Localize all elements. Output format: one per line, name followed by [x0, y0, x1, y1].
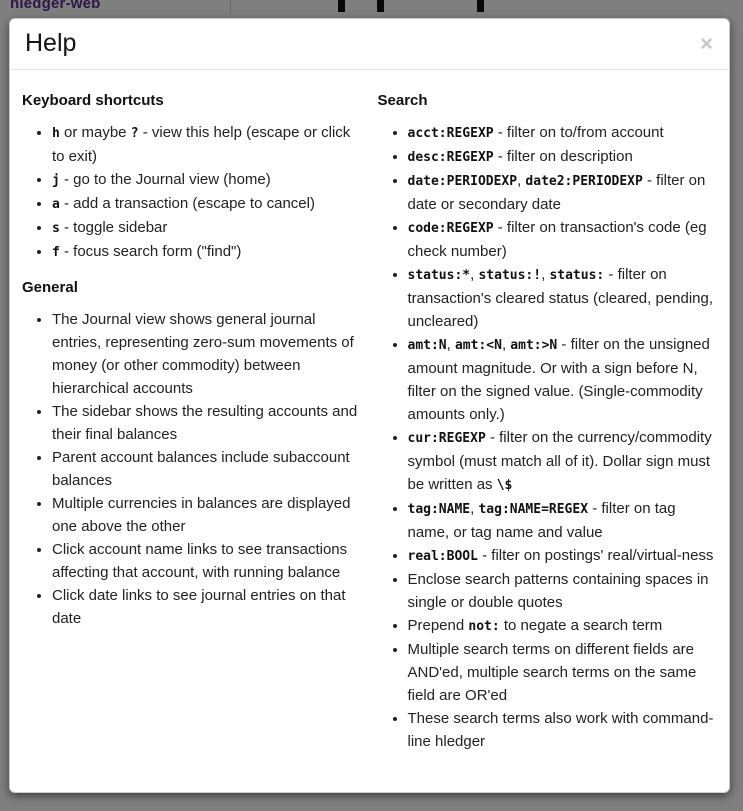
code-term: tag:NAME: [407, 502, 471, 517]
code-term: f: [52, 245, 60, 260]
list-item: [408, 544, 718, 568]
item-text: Multiple search terms on different fields are AND'ed, multiple search terms on the same field are OR'ed: [407, 641, 697, 704]
list-item: [52, 584, 362, 630]
list-item: [408, 216, 718, 263]
item-text: ,: [517, 172, 526, 189]
code-term: j: [52, 173, 60, 188]
code-term: desc:REGEXP: [407, 150, 494, 165]
item-text: ,: [541, 266, 550, 283]
list-item: [52, 446, 362, 492]
item-text: ,: [501, 336, 511, 353]
left-column: [22, 91, 362, 763]
code-term: status:*: [407, 268, 471, 283]
item-text: - filter on transaction's cleared status (cleared, pending, uncleared): [407, 266, 714, 330]
code-term: a: [52, 197, 60, 212]
item-text: - filter on date or secondary date: [407, 172, 706, 213]
code-term: real:BOOL: [407, 549, 478, 564]
item-text: - go to the Journal view (home): [59, 171, 271, 188]
code-term: date2:PERIODEXP: [525, 174, 643, 189]
item-text: The sidebar shows the resulting accounts and their final balances: [52, 403, 358, 443]
list-item: [408, 121, 718, 145]
code-term: amt:N: [407, 338, 447, 353]
code-term: code:REGEXP: [407, 221, 494, 236]
list-item: [52, 308, 362, 400]
list-item: [408, 333, 718, 426]
item-text: Multiple currencies in balances are displayed one above the other: [52, 495, 351, 535]
code-term: acct:REGEXP: [407, 126, 494, 141]
code-term: \$: [496, 478, 513, 493]
item-text: Click date links to see journal entries on that date: [52, 587, 346, 627]
item-text: - filter on postings' real/virtual-ness: [477, 547, 714, 564]
list-item: [52, 192, 362, 216]
code-term: amt:<N: [454, 338, 502, 353]
list-item: [52, 538, 362, 584]
item-text: - toggle sidebar: [59, 219, 168, 236]
help-modal: [9, 18, 730, 793]
list-item: [408, 426, 718, 497]
item-text: ,: [470, 266, 479, 283]
modal-body: [10, 70, 729, 793]
item-text: - add a transaction (escape to cancel): [59, 195, 315, 212]
code-term: date:PERIODEXP: [407, 174, 518, 189]
general-list: [22, 308, 362, 630]
code-term: status:: [549, 268, 605, 283]
item-text: - filter on tag name, or tag name and value: [407, 500, 676, 541]
item-text: These search terms also work with command-line hledger: [407, 710, 714, 750]
modal-header: [10, 19, 729, 70]
list-item: [52, 240, 362, 264]
code-term: tag:NAME=REGEX: [478, 502, 589, 517]
list-item: [408, 497, 718, 544]
list-item: [408, 614, 718, 638]
item-text: - filter on description: [493, 148, 633, 165]
code-term: amt:>N: [510, 338, 558, 353]
item-text: - focus search form ("find"): [59, 243, 242, 260]
item-text: - view this help (escape or click to exit): [52, 124, 351, 165]
item-text: - filter on the unsigned amount magnitude. Or with a sign before N, filter on the signed value. (Single-commodity amounts only.): [407, 336, 710, 423]
section-heading-search: Search: [377, 92, 428, 109]
section-heading-keyboard-shortcuts: Keyboard shortcuts: [22, 92, 164, 109]
item-text: - filter on transaction's code (eg check number): [407, 219, 707, 260]
code-term: ?: [130, 126, 139, 141]
item-text: - filter on the currency/commodity symbol (must match all of it). Dollar sign must be written as: [407, 429, 712, 493]
list-item: [52, 492, 362, 538]
item-text: Enclose search patterns containing spaces in single or double quotes: [407, 571, 709, 611]
modal-title: Help: [25, 29, 77, 57]
list-item: [408, 169, 718, 216]
list-item: [408, 638, 718, 707]
keyboard-shortcuts-list: [22, 121, 362, 264]
search-list: [378, 121, 718, 753]
code-term: cur:REGEXP: [407, 431, 486, 446]
item-text: Click account name links to see transactions affecting that account, with running balance: [52, 541, 348, 581]
list-item: [408, 568, 718, 614]
item-text: Prepend: [407, 617, 469, 634]
code-term: not:: [468, 619, 500, 634]
item-text: ,: [446, 336, 455, 353]
code-term: status:!: [478, 268, 542, 283]
item-text: The Journal view shows general journal entries, representing zero-sum movements of money (or other commodity) between hierarchical accounts: [52, 311, 354, 397]
list-item: [52, 168, 362, 192]
list-item: [408, 145, 718, 169]
list-item: [52, 121, 362, 168]
list-item: [408, 707, 718, 753]
code-term: h: [52, 126, 60, 141]
right-column: [378, 91, 718, 763]
list-item: [52, 216, 362, 240]
close-icon[interactable]: ×: [700, 31, 713, 56]
item-text: Parent account balances include subaccount balances: [52, 449, 350, 489]
list-item: [408, 263, 718, 333]
item-text: or maybe: [59, 124, 131, 141]
code-term: s: [52, 221, 60, 236]
section-heading-general: General: [22, 279, 78, 296]
item-text: - filter on to/from account: [493, 124, 664, 141]
list-item: [52, 400, 362, 446]
item-text: ,: [470, 500, 479, 517]
item-text: to negate a search term: [499, 617, 663, 634]
